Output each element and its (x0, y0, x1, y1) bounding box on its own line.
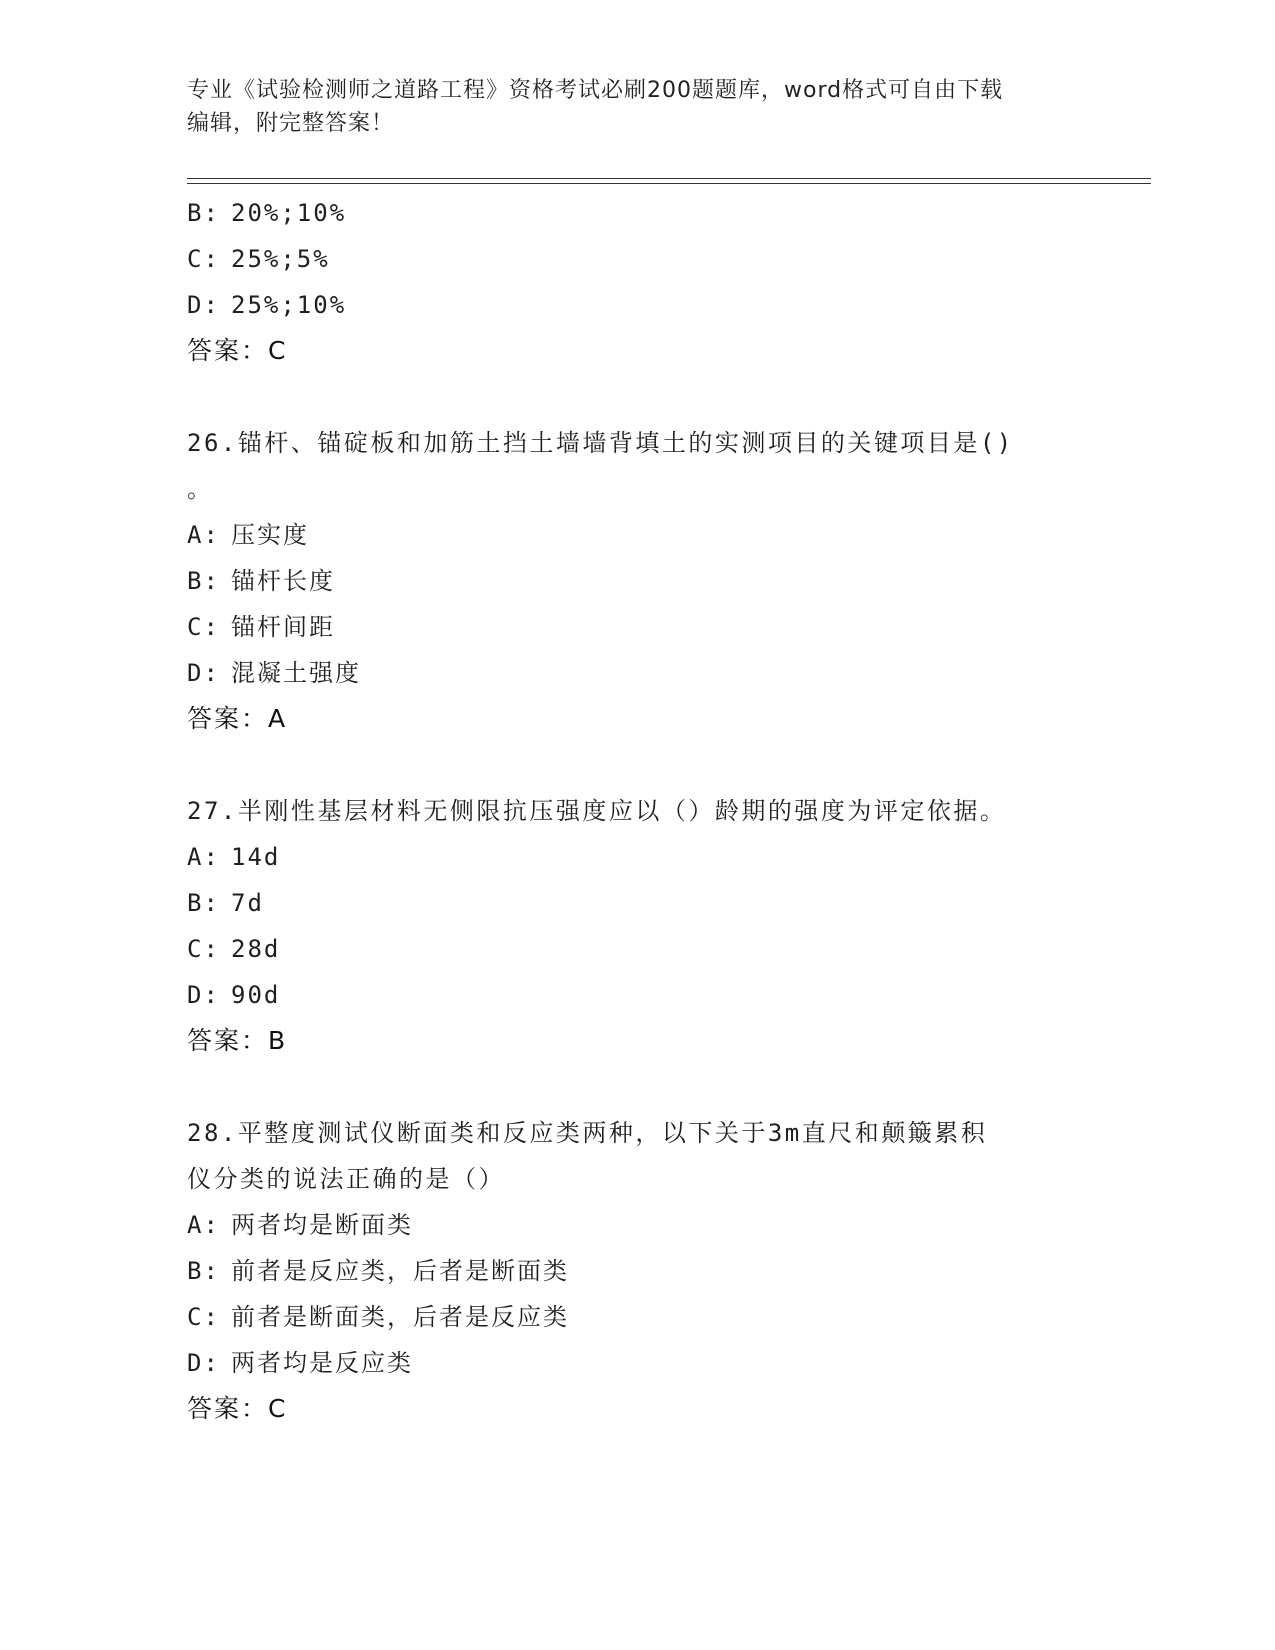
question-block-25 (187, 190, 1087, 374)
header-divider-bottom (187, 183, 1151, 184)
question-stem (187, 788, 1067, 834)
question-block-27 (187, 788, 1087, 1064)
question-list (187, 190, 1087, 1432)
question-stem-line-1: 27.半刚性基层材料无侧限抗压强度应以（）龄期的强度为评定依据。 (187, 797, 1007, 825)
header-divider-top (187, 178, 1151, 179)
option-a: A: 压实度 (187, 521, 309, 549)
option-c: C: 锚杆间距 (187, 613, 335, 641)
option-a: A: 两者均是断面类 (187, 1211, 413, 1239)
question-stem-line-2: 仪分类的说法正确的是（） (187, 1165, 505, 1193)
option-b: B: 锚杆长度 (187, 567, 335, 595)
question-block-28 (187, 1110, 1087, 1432)
option-d: D: 两者均是反应类 (187, 1349, 413, 1377)
question-stem (187, 1110, 1067, 1202)
option-c: C: 25%;5% (187, 245, 330, 273)
option-d: D: 90d (187, 981, 281, 1009)
question-stem (187, 420, 1067, 512)
option-b: B: 7d (187, 889, 264, 917)
question-block-26 (187, 420, 1087, 742)
question-stem-line-1: 28.平整度测试仪断面类和反应类两种，以下关于3m直尺和颠簸累积 (187, 1119, 988, 1147)
header-title-line-1: 专业《试验检测师之道路工程》资格考试必刷200题题库，word格式可自由下载 (187, 78, 1004, 103)
question-stem-line-1: 26.锚杆、锚碇板和加筋土挡土墙墙背填土的实测项目的关键项目是() (187, 429, 1014, 457)
document-header (187, 74, 1067, 140)
option-d: D: 混凝土强度 (187, 659, 361, 687)
answer-label: 答案：B (187, 1026, 288, 1055)
question-stem-line-2: 。 (187, 475, 214, 503)
option-d: D: 25%;10% (187, 291, 347, 319)
header-title-line-2: 编辑，附完整答案！ (187, 111, 395, 136)
answer-label: 答案：C (187, 1394, 288, 1423)
answer-label: 答案：C (187, 336, 288, 365)
option-b: B: 20%;10% (187, 199, 347, 227)
option-a: A: 14d (187, 843, 281, 871)
answer-label: 答案：A (187, 704, 288, 733)
option-c: C: 28d (187, 935, 281, 963)
option-b: B: 前者是反应类，后者是断面类 (187, 1257, 569, 1285)
option-c: C: 前者是断面类，后者是反应类 (187, 1303, 569, 1331)
